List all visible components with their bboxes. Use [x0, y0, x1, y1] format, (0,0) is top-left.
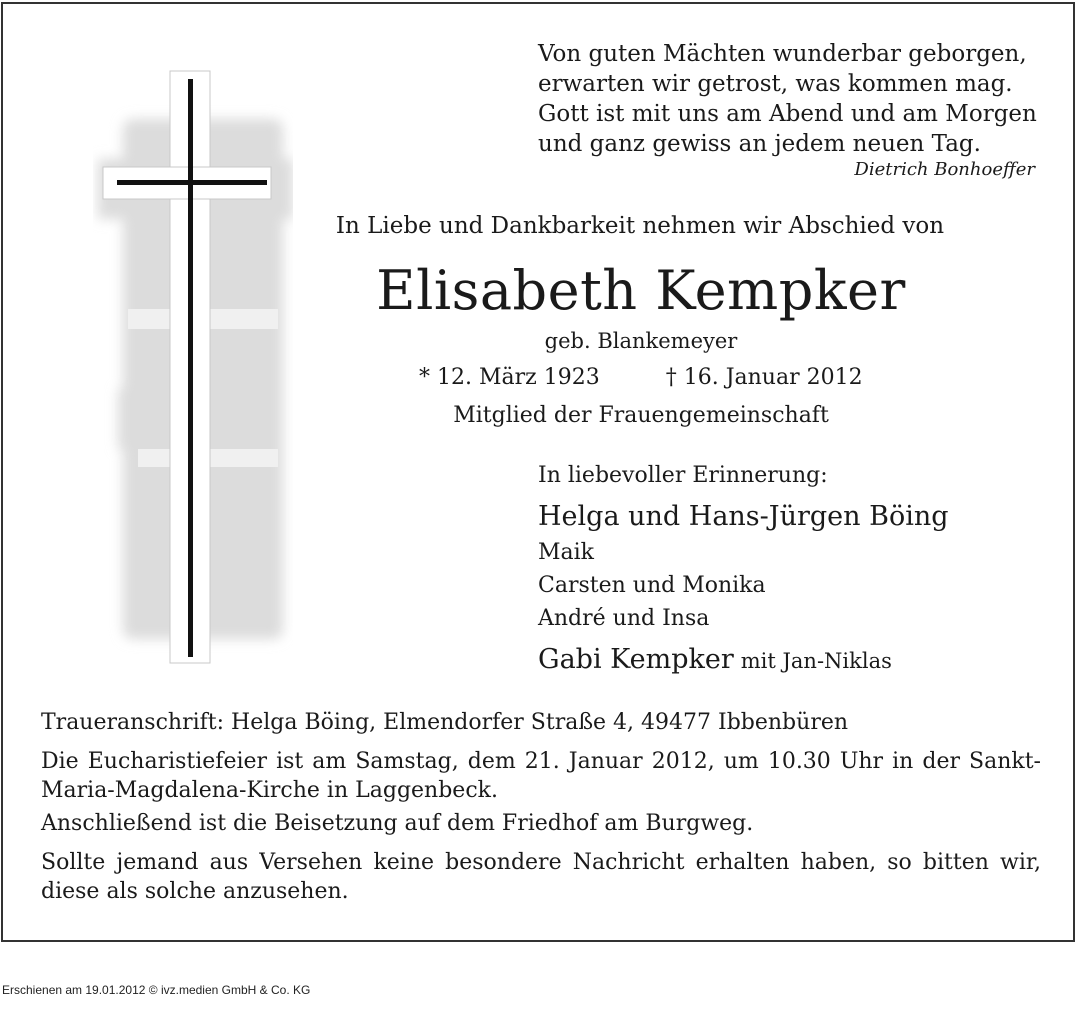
mourners	[538, 459, 949, 679]
mourner-secondary-line	[538, 641, 949, 679]
mourner-primary: Helga und Hans-Jürgen Böing	[538, 501, 949, 532]
mourner-child: Maik	[538, 540, 595, 565]
deceased-name: Elisabeth Kempker	[376, 259, 906, 322]
mourners-heading: In liebevoller Erinnerung:	[538, 463, 828, 488]
membership: Mitglied der Frauengemeinschaft	[453, 403, 829, 428]
obituary-notice	[1, 2, 1075, 942]
mourner-secondary-with: mit Jan-Niklas	[740, 649, 892, 673]
cross-icon	[93, 59, 293, 689]
poem-line: und ganz gewiss an jedem neuen Tag.	[538, 131, 981, 157]
life-dates	[419, 365, 863, 390]
maiden-name: geb. Blankemeyer	[544, 329, 738, 353]
mass-info: Die Eucharistiefeier ist am Samstag, dem 21. Januar 2012, um 10.30 Uhr in der Sankt-Maria-Magdalena-Kirche in Laggenbeck.	[41, 749, 1041, 803]
poem-line: Gott ist mit uns am Abend und am Morgen	[538, 101, 1037, 127]
poem	[538, 39, 1037, 159]
publication-footer: Erschienen am 19.01.2012 © ivz.medien GmbH & Co. KG	[2, 983, 311, 997]
mourner-child: André und Insa	[538, 606, 710, 631]
poem-author: Dietrich Bonhoeffer	[854, 159, 1035, 180]
birth-date: * 12. März 1923	[419, 365, 600, 390]
mourner-child: Carsten und Monika	[538, 573, 766, 598]
poem-line: Von guten Mächten wunderbar geborgen,	[538, 41, 1027, 67]
apology-note: Sollte jemand aus Versehen keine besondere Nachricht erhalten haben, so bitten wir, diese als solche anzusehen.	[41, 850, 1041, 904]
burial-info: Anschließend ist die Beisetzung auf dem Friedhof am Burgweg.	[41, 811, 754, 836]
death-date: † 16. Januar 2012	[665, 365, 863, 390]
mourner-secondary: Gabi Kempker	[538, 644, 734, 675]
poem-line: erwarten wir getrost, was kommen mag.	[538, 71, 1013, 97]
notices	[41, 708, 1041, 916]
funeral-address: Traueranschrift: Helga Böing, Elmendorfer Straße 4, 49477 Ibbenbüren	[41, 710, 849, 735]
intro-text: In Liebe und Dankbarkeit nehmen wir Abschied von	[335, 213, 945, 239]
